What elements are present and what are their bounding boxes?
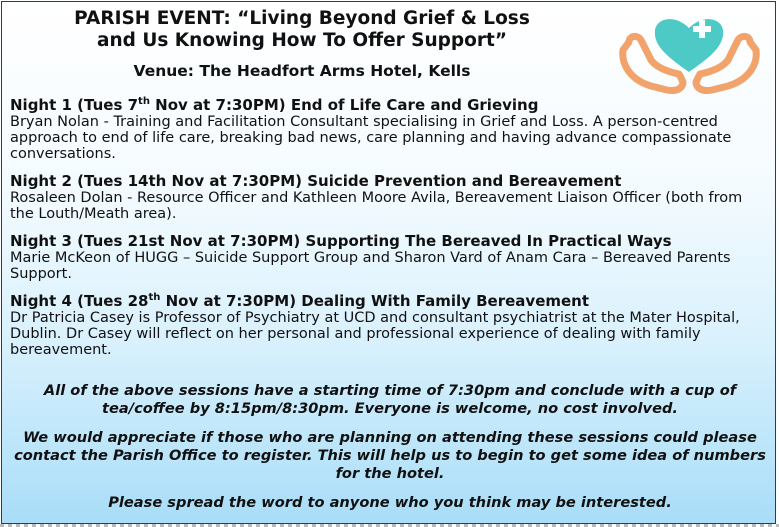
night-heading: Night 1 (Tues 7th Nov at 7:30PM) End of Life Care and Grieving bbox=[10, 96, 539, 114]
venue: Venue: The Headfort Arms Hotel, Kells bbox=[133, 62, 471, 80]
event-title-line2: and Us Knowing How To Offer Support” bbox=[97, 30, 507, 51]
spread-word-note: Please spread the word to anyone who you think may be interested. bbox=[108, 494, 672, 511]
night-item bbox=[10, 96, 762, 162]
nights-list bbox=[10, 96, 762, 368]
night-item bbox=[10, 292, 762, 358]
sessions-note: All of the above sessions have a starting time of 7:30pm and conclude with a cup of tea/coffee by 8:15pm/8:30pm. Everyone is welcome, no cost involved. bbox=[43, 382, 737, 417]
register-note: We would appreciate if those who are planning on attending these sessions could please contact the Parish Office to register. This will help us to begin to get some idea of numbers for the hotel. bbox=[14, 429, 766, 482]
event-title-line1: PARISH EVENT: “Living Beyond Grief & Loss bbox=[74, 8, 530, 29]
night-heading: Night 4 (Tues 28th Nov at 7:30PM) Dealing With Family Bereavement bbox=[10, 292, 590, 310]
night-item bbox=[10, 232, 762, 282]
night-heading: Night 3 (Tues 21st Nov at 7:30PM) Supporting The Bereaved In Practical Ways bbox=[10, 232, 672, 250]
night-description: Dr Patricia Casey is Professor of Psychiatry at UCD and consultant psychiatrist at the Mater Hospital, Dublin. Dr Casey will reflect on her personal and professional experience of dealing with family bereavement. bbox=[10, 310, 740, 358]
night-item bbox=[10, 172, 762, 222]
night-description: Bryan Nolan - Training and Facilitation Consultant specialising in Grief and Loss. A person-centred approach to end of life care, breaking bad news, care planning and having advance compassionate conversations. bbox=[10, 114, 732, 162]
event-title bbox=[42, 8, 562, 52]
night-description: Marie McKeon of HUGG – Suicide Support Group and Sharon Vard of Anam Cara – Bereaved Parents Support. bbox=[10, 250, 731, 282]
heart-hands-cross-icon bbox=[617, 10, 762, 100]
night-description: Rosaleen Dolan - Resource Officer and Kathleen Moore Avila, Bereavement Liaison Officer (both from the Louth/Meath area). bbox=[10, 190, 743, 222]
closing-notes bbox=[10, 382, 770, 523]
event-notice bbox=[1, 1, 776, 524]
night-heading: Night 2 (Tues 14th Nov at 7:30PM) Suicide Prevention and Bereavement bbox=[10, 172, 622, 190]
